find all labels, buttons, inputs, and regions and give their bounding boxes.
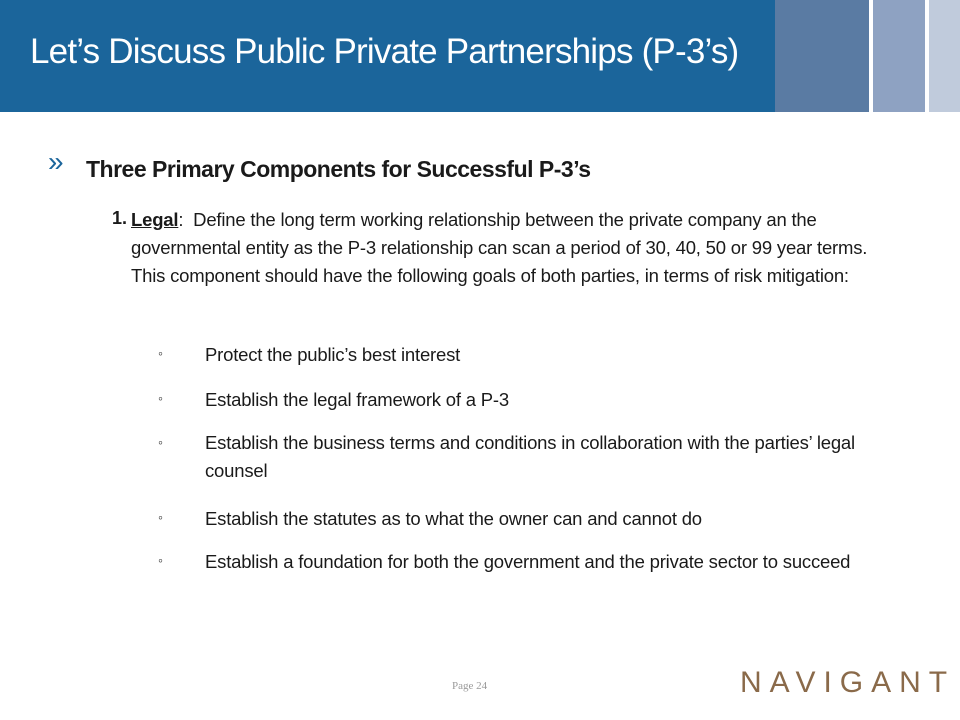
- chevron-bullet-icon: »: [48, 146, 64, 177]
- section-heading: Three Primary Components for Successful P-3’s: [86, 156, 591, 182]
- bullet-icon: ◦: [158, 390, 163, 406]
- bullet-icon: ◦: [158, 434, 163, 450]
- legal-term: Legal: [131, 209, 179, 230]
- bullet-item: Establish the legal framework of a P-3: [205, 389, 509, 410]
- page-number: Page 24: [452, 680, 488, 692]
- item-number: 1.: [112, 208, 128, 228]
- bullet-icon: ◦: [158, 345, 163, 361]
- bullet-item: Establish the business terms and conditions in collaboration with the parties’ legal counsel: [205, 432, 855, 481]
- slide-title: Let’s Discuss Public Private Partnerships (P-3’s): [30, 32, 739, 71]
- bullet-icon: ◦: [158, 552, 163, 568]
- bullet-item: Establish a foundation for both the government and the private sector to succeed: [205, 551, 851, 572]
- bullet-icon: ◦: [158, 509, 163, 525]
- navigant-logo: NAVIGANT: [740, 666, 956, 699]
- item-description: Define the long term working relationship between the private company an the governmental entity as the P-3 relationship can scan a period of 30, 40, 50 or 99 year terms. This component should have the following goals of both parties, in terms of risk mitigation:: [131, 209, 868, 286]
- bullet-item: Establish the statutes as to what the owner can and cannot do: [205, 508, 702, 529]
- item-paragraph: [131, 206, 901, 290]
- bullet-item: Protect the public’s best interest: [205, 344, 461, 365]
- term-colon: :: [178, 209, 184, 230]
